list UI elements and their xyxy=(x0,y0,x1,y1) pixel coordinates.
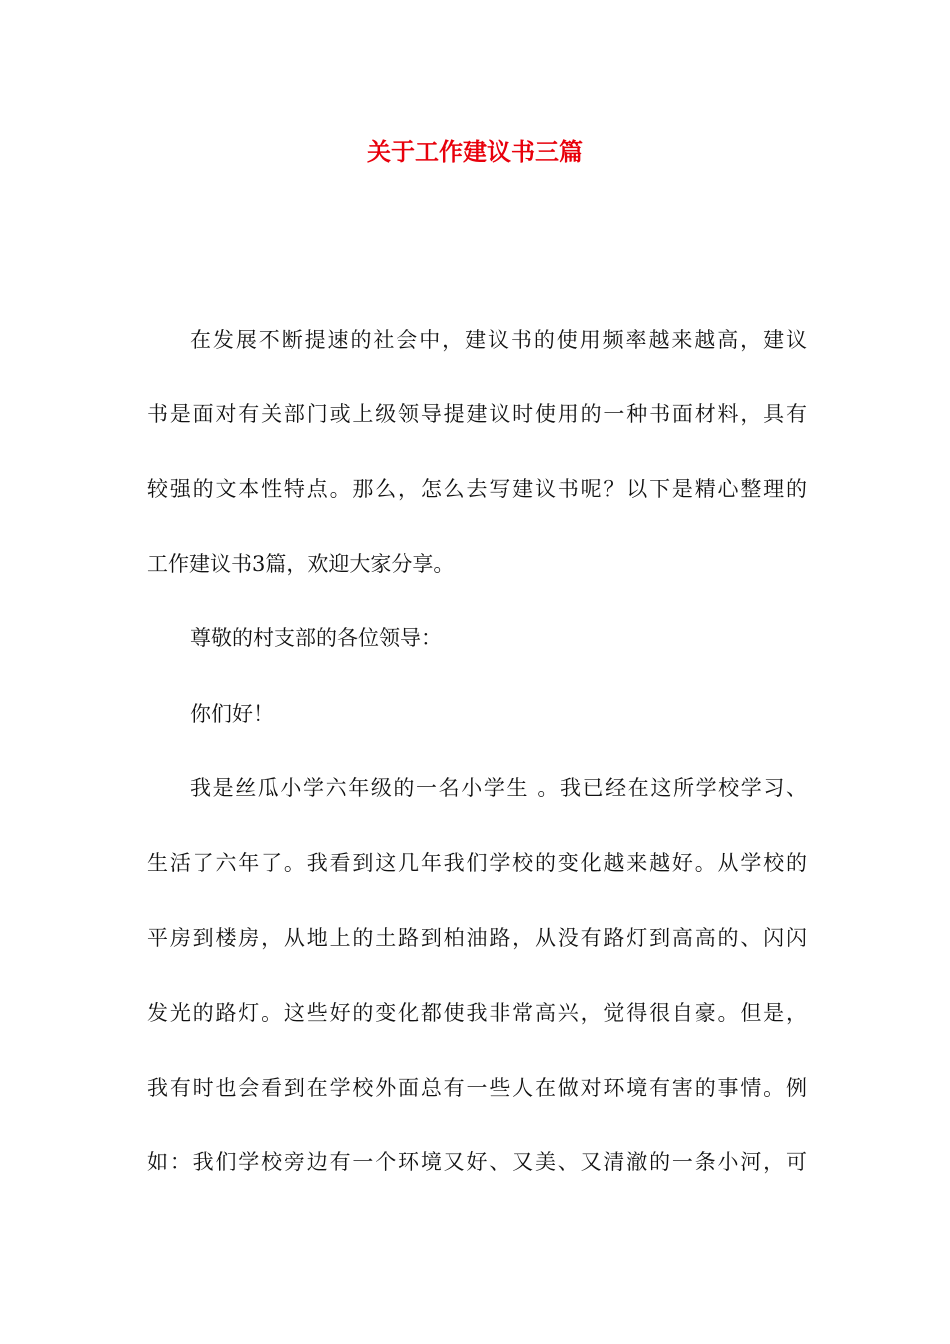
paragraph-line: 生活了六年了。我看到这几年我们学校的变化越来越好。从学校的 xyxy=(147,851,807,875)
document-title: 关于工作建议书三篇 xyxy=(367,138,583,166)
paragraph-line: 我是丝瓜小学六年级的一名小学生 。我已经在这所学校学习、 xyxy=(190,776,807,800)
paragraph-line: 工作建议书3篇，欢迎大家分享。 xyxy=(147,552,455,576)
salutation-line: 尊敬的村支部的各位领导： xyxy=(190,626,442,650)
paragraph-line: 在发展不断提速的社会中，建议书的使用频率越来越高，建议 xyxy=(190,328,807,352)
paragraph-line: 平房到楼房，从地上的土路到柏油路，从没有路灯到高高的、闪闪 xyxy=(147,926,807,950)
paragraph-line: 发光的路灯。这些好的变化都使我非常高兴，觉得很自豪。但是， xyxy=(147,1001,807,1025)
paragraph-line: 我有时也会看到在学校外面总有一些人在做对环境有害的事情。例 xyxy=(147,1076,807,1100)
paragraph-line: 如：我们学校旁边有一个环境又好、又美、又清澈的一条小河，可 xyxy=(147,1150,807,1174)
paragraph-line: 书是面对有关部门或上级领导提建议时使用的一种书面材料，具有 xyxy=(147,402,807,426)
paragraph-line: 较强的文本性特点。那么，怎么去写建议书呢？以下是精心整理的 xyxy=(147,477,807,501)
greeting-line: 你们好！ xyxy=(190,702,274,726)
